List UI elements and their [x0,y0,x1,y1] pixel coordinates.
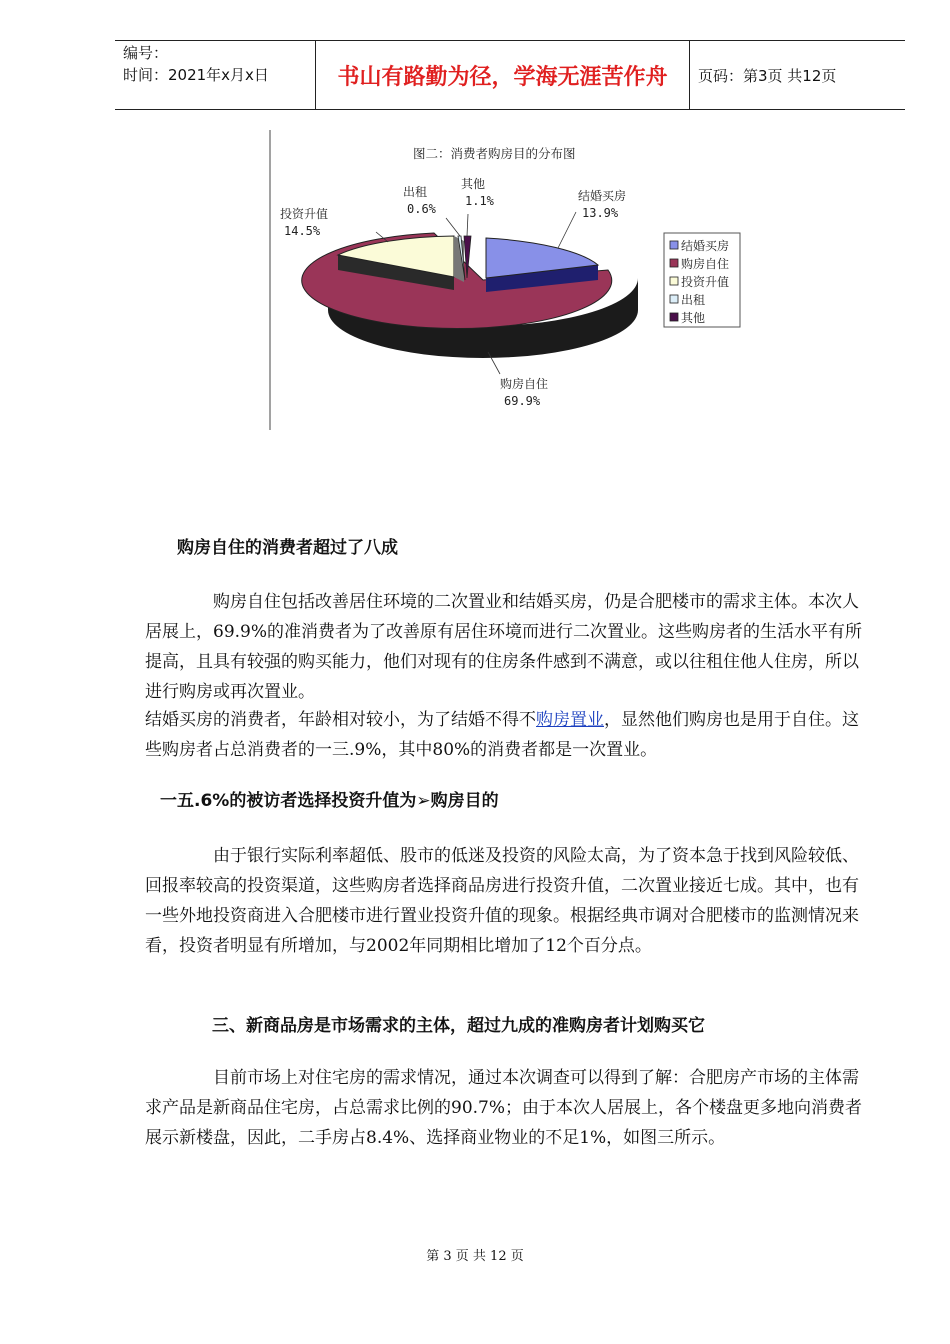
legend-swatch-出租 [670,295,678,303]
header-page-label: 页码：第3页 共12页 [698,66,837,85]
section2-heading: 一五.6%的被访者选择投资升值为➢购房目的 [160,791,499,811]
slice-label-购房自住: 购房自住 [500,377,549,391]
section1-paragraph2 [145,705,875,765]
chart-title: 图二：消费者购房目的分布图 [413,146,576,161]
legend-swatch-购房自住 [670,259,678,267]
pie-chart-svg [268,130,748,430]
section1-p2-part-a: 结婚买房的消费者，年龄相对较小，为了结婚不得不 [145,710,536,730]
legend-swatch-结婚买房 [670,241,678,249]
slice-value-结婚买房: 13.9% [582,206,619,220]
doc-number-label: 编号： [123,44,169,62]
pie-chart [268,130,748,430]
legend-label-购房自住: 购房自住 [681,257,730,271]
page-footer: 第 3 页 共 12 页 [426,1249,524,1264]
purchase-link[interactable]: 购房置业 [536,710,604,730]
section3-heading: 三、新商品房是市场需求的主体，超过九成的准购房者计划购买它 [212,1016,705,1036]
header-meta [115,41,315,110]
section1-heading: 购房自住的消费者超过了八成 [177,538,398,558]
legend-swatch-其他 [670,313,678,321]
section3-paragraph1: 目前市场上对住宅房的需求情况，通过本次调查可以得到了解：合肥房产市场的主体需求产品是新商品住宅房，占总需求比例的90.7%；由于本次人居展上，各个楼盘更多地向消费者展示新楼盘，因此，二手房占8.4%、选择商业物业的不足1%，如图三所示。 [145,1068,863,1148]
slice-value-购房自住: 69.9% [504,394,541,408]
slice-label-投资升值: 投资升值 [280,207,329,221]
slice-label-其他: 其他 [461,177,486,191]
legend-label-其他: 其他 [681,311,706,325]
slice-value-出租: 0.6% [407,202,436,216]
legend-label-投资升值: 投资升值 [681,275,730,289]
section1-paragraph1: 购房自住包括改善居住环境的二次置业和结婚买房，仍是合肥楼市的需求主体。本次人居展上，69.9%的准消费者为了改善原有居住环境而进行二次置业。这些购房者的生活水平有所提高，且具有较强的购买能力，他们对现有的住房条件感到不满意，或以往租住他人住房，所以进行购房或再次置业。 [145,592,863,702]
section2-paragraph1: 由于银行实际利率超低、股市的低迷及投资的风险太高，为了资本急于找到风险较低、回报率较高的投资渠道，这些购房者选择商品房进行投资升值，二次置业接近七成。其中，也有一些外地投资商进入合肥楼市进行置业投资升值的现象。根据经典市调对合肥楼市的监测情况来看，投资者明显有所增加，与2002年同期相比增加了12个百分点。 [145,846,859,956]
slice-label-结婚买房: 结婚买房 [578,189,627,203]
slice-value-投资升值: 14.5% [284,224,321,238]
slice-label-出租: 出租 [403,185,428,199]
legend-label-出租: 出租 [681,293,706,307]
page-header [115,40,905,110]
pie-slices [302,233,638,358]
slice-value-其他: 1.1% [465,194,494,208]
legend-swatch-投资升值 [670,277,678,285]
legend-label-结婚买房: 结婚买房 [681,239,730,253]
section1-p2-part-b: ，显然他们购房也是用于自住。这些购房者占总消费者的一三.9%，其中80%的消费者都是一次置业。 [145,710,859,760]
header-motto: 书山有路勤为径，学海无涯苦作舟 [337,64,668,90]
doc-time-label: 时间：2021年x月x日 [123,66,269,84]
